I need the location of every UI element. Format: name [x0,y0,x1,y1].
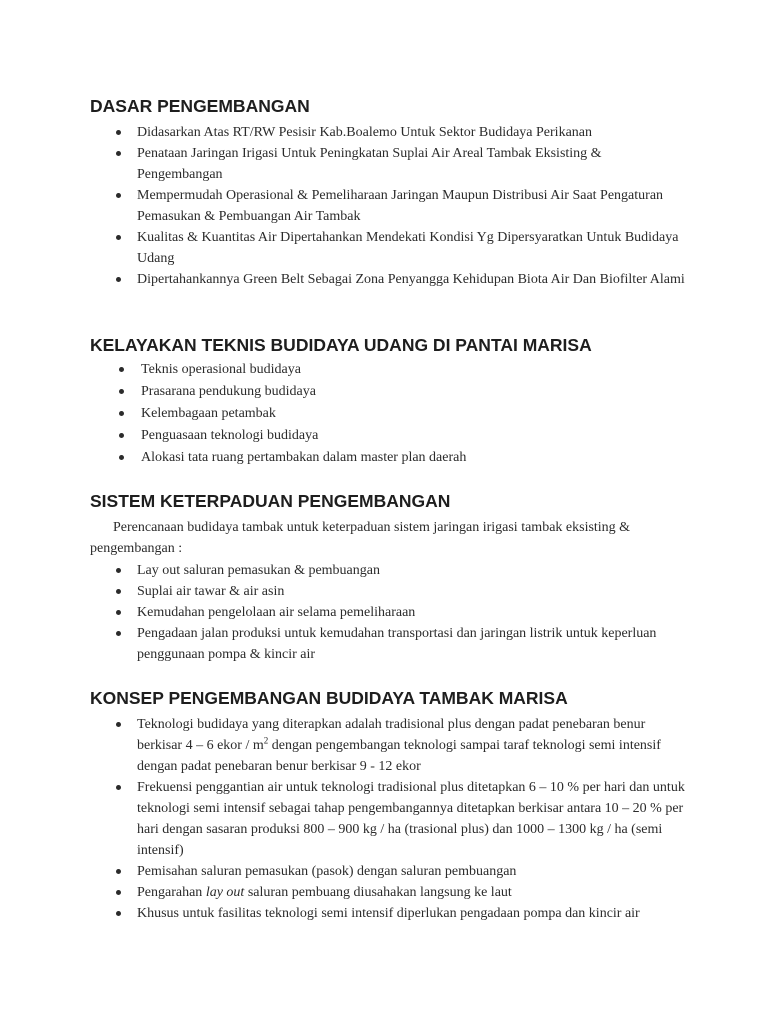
list-item: Lay out saluran pemasukan & pembuangan [0,560,768,581]
list-item: Dipertahankannya Green Belt Sebagai Zona Penyangga Kehidupan Biota Air Dan Biofilter Alami [0,269,768,290]
list-item: Suplai air tawar & air asin [0,581,768,602]
bullet-icon [116,890,121,895]
list-item: Teknologi budidaya yang diterapkan adalah tradisional plus dengan padat penebaran benur berkisar 4 – 6 ekor / $m^2$ dengan pengembangan teknologi sampai taraf teknologi semi intensif dengan padat penebaran benur berkisar 9 - 12 ekor [0,714,768,777]
italic-text: lay out [205,885,245,900]
bullet-icon [116,277,121,282]
list-item: Kualitas & Kuantitas Air Dipertahankan Mendekati Kondisi Yg Dipersyaratkan Untuk Budidaya Udang [0,227,768,269]
bullet-icon [116,911,121,916]
list-dasar-pengembangan [0,122,768,290]
list-item: Prasarana pendukung budidaya [0,381,768,403]
bullet-icon [116,130,121,135]
bullet-icon [116,235,121,240]
bullet-icon [116,193,121,198]
list-item: Kemudahan pengelolaan air selama pemeliharaan [0,602,768,623]
bullet-icon [119,433,124,438]
list-item: Frekuensi penggantian air untuk teknologi tradisional plus ditetapkan 6 – 10 % per hari dan untuk teknologi semi intensif sebagai tahap pengembangannya ditetapkan berkisar antara 10 – 20 % per hari dengan sasaran produksi 800 – 900 kg / ha (trasional plus) dan 1000 – 1300 kg / ha (semi intensif) [0,777,768,861]
list-item: Penguasaan teknologi budidaya [0,425,768,447]
bullet-icon [116,568,121,573]
list-item: Pengadaan jalan produksi untuk kemudahan transportasi dan jaringan listrik untuk keperluan penggunaan pompa & kincir air [0,623,768,665]
list-item: Alokasi tata ruang pertambakan dalam master plan daerah [0,447,768,469]
list-item: Didasarkan Atas RT/RW Pesisir Kab.Boalemo Untuk Sektor Budidaya Perikanan [0,122,768,143]
list-item: Pemisahan saluran pemasukan (pasok) dengan saluran pembuangan [0,861,768,882]
list-kelayakan-teknis [0,359,768,469]
bullet-icon [116,869,121,874]
heading-kelayakan-teknis: KELAYAKAN TEKNIS BUDIDAYA UDANG DI PANTAI MARISA [90,335,592,355]
bullet-icon [116,610,121,615]
list-konsep-pengembangan [0,714,768,924]
bullet-icon [116,631,121,636]
list-item: Pengarahan lay out saluran pembuang diusahakan langsung ke laut [0,882,768,903]
bullet-icon [116,589,121,594]
bullet-icon [116,151,121,156]
list-item: Khusus untuk fasilitas teknologi semi intensif diperlukan pengadaan pompa dan kincir air [0,903,768,924]
heading-sistem-keterpaduan: SISTEM KETERPADUAN PENGEMBANGAN [90,491,451,511]
list-item: Mempermudah Operasional & Pemeliharaan Jaringan Maupun Distribusi Air Saat Pengaturan Pemasukan & Pembuangan Air Tambak [0,185,768,227]
bullet-icon [119,367,124,372]
list-item: Teknis operasional budidaya [0,359,768,381]
bullet-icon [119,455,124,460]
list-item: Penataan Jaringan Irigasi Untuk Peningkatan Suplai Air Areal Tambak Eksisting & Pengembangan [0,143,768,185]
intro-paragraph: Perencanaan budidaya tambak untuk keterpaduan sistem jaringan irigasi tambak eksisting & pengembangan : [90,520,631,556]
list-item: Kelembagaan petambak [0,403,768,425]
bullet-icon [116,722,121,727]
bullet-icon [119,411,124,416]
superscript: 2 [263,735,269,746]
bullet-icon [116,785,121,790]
bullet-icon [119,389,124,394]
list-sistem-keterpaduan [0,560,768,665]
heading-dasar-pengembangan: DASAR PENGEMBANGAN [90,96,310,116]
heading-konsep-pengembangan: KONSEP PENGEMBANGAN BUDIDAYA TAMBAK MARISA [90,688,568,708]
